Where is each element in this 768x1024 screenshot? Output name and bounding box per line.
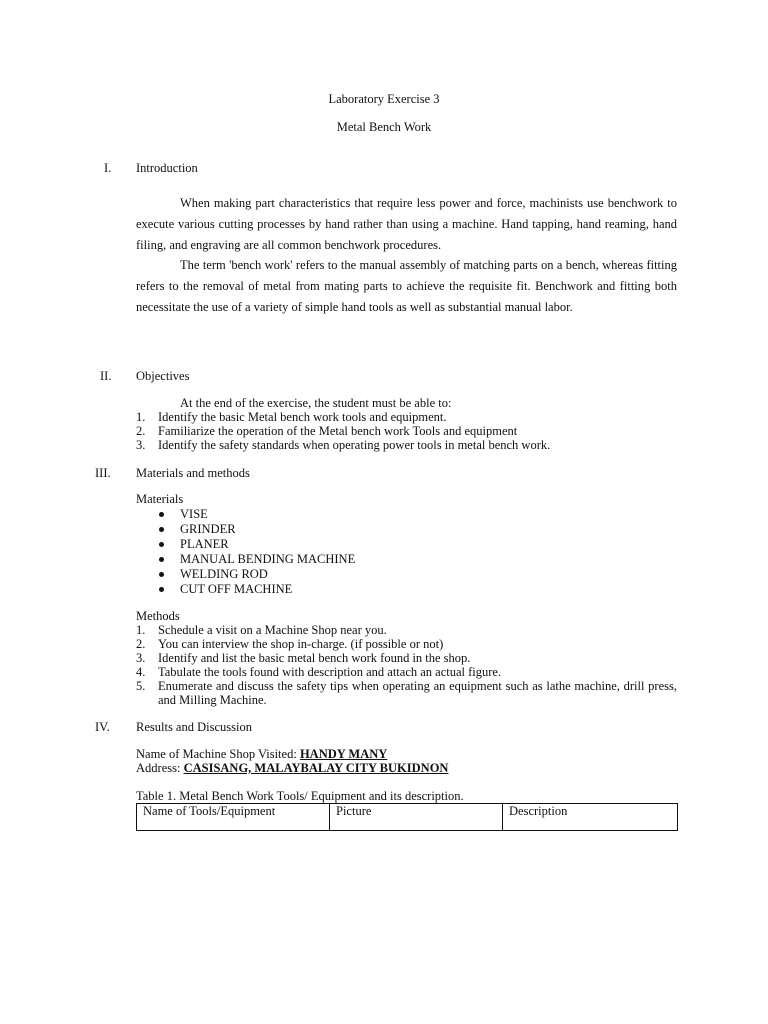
objectives-lead: At the end of the exercise, the student must be able to:: [180, 396, 452, 410]
list-item-text: Schedule a visit on a Machine Shop near you.: [158, 623, 387, 637]
section-numeral-introduction: I.: [104, 161, 112, 175]
address-label: Address:: [136, 761, 184, 775]
table-header-description: Description: [503, 804, 678, 831]
list-item-number: 2.: [136, 424, 146, 438]
list-item: [136, 410, 550, 424]
intro-paragraph-2-text: The term 'bench work' refers to the manual assembly of matching parts on a bench, whereas fitting refers to the removal of metal from mating parts to achieve the requisite fit. Benchwork and fitting both necessitate the use of a variety of simple hand tools as well as substantial manual labor.: [136, 258, 677, 314]
document-subtitle: Metal Bench Work: [336, 120, 432, 134]
list-item-text: Enumerate and discuss the safety tips when operating an equipment such as lathe machine, drill press, and Milling Machine.: [158, 679, 677, 707]
list-item: [136, 623, 677, 637]
list-item-number: 3.: [136, 438, 146, 452]
list-item: [136, 665, 677, 679]
list-item: PLANER: [158, 537, 355, 552]
section-numeral-materials: III.: [95, 466, 111, 480]
table-header-picture: Picture: [330, 804, 503, 831]
list-item: VISE: [158, 507, 355, 522]
list-item: WELDING ROD: [158, 567, 355, 582]
materials-list: [158, 507, 355, 597]
list-item-number: 2.: [136, 637, 146, 651]
tools-table: [136, 803, 678, 831]
table-header-name: Name of Tools/Equipment: [137, 804, 330, 831]
list-item-text: Identify the safety standards when operating power tools in metal bench work.: [158, 438, 551, 452]
address-line: [136, 761, 448, 776]
objectives-list: [136, 410, 550, 452]
list-item-text: Identify the basic Metal bench work tools and equipment.: [158, 410, 447, 424]
methods-label: Methods: [136, 609, 180, 623]
table-header-row: [137, 804, 678, 831]
list-item: [136, 424, 550, 438]
section-heading-introduction: Introduction: [136, 161, 198, 175]
methods-list: [136, 623, 677, 707]
list-item-number: 1.: [136, 410, 146, 424]
list-item: [136, 637, 677, 651]
section-heading-objectives: Objectives: [136, 369, 190, 383]
section-numeral-objectives: II.: [100, 369, 112, 383]
intro-paragraph-1: [136, 193, 677, 255]
list-item-number: 4.: [136, 665, 146, 679]
list-item: CUT OFF MACHINE: [158, 582, 355, 597]
materials-label: Materials: [136, 492, 184, 506]
list-item-text: Tabulate the tools found with description and attach an actual figure.: [158, 665, 502, 679]
shop-name-line: [136, 747, 387, 762]
list-item-number: 5.: [136, 679, 146, 693]
list-item: [136, 651, 677, 665]
list-item-text: Familiarize the operation of the Metal bench work Tools and equipment: [158, 424, 518, 438]
section-heading-results: Results and Discussion: [136, 720, 252, 734]
document-title: Laboratory Exercise 3: [328, 92, 440, 106]
list-item-number: 3.: [136, 651, 146, 665]
section-numeral-results: IV.: [95, 720, 110, 734]
shop-name-label: Name of Machine Shop Visited:: [136, 747, 300, 761]
list-item-number: 1.: [136, 623, 146, 637]
shop-name-value: HANDY MANY: [299, 747, 388, 761]
list-item: [136, 679, 677, 707]
intro-paragraph-2: [136, 255, 677, 317]
section-heading-materials: Materials and methods: [136, 466, 250, 480]
list-item: [136, 438, 550, 452]
intro-paragraph-1-text: When making part characteristics that require less power and force, machinists use benchwork to execute various cutting processes by hand rather than using a machine. Hand tapping, hand reaming, hand filing, and engraving are all common benchwork procedures.: [136, 196, 677, 252]
table-caption: Table 1. Metal Bench Work Tools/ Equipment and its description.: [136, 789, 464, 803]
address-value: CASISANG, MALAYBALAY CITY BUKIDNON: [183, 761, 449, 775]
list-item: GRINDER: [158, 522, 355, 537]
list-item-text: You can interview the shop in-charge. (if possible or not): [158, 637, 444, 651]
list-item: MANUAL BENDING MACHINE: [158, 552, 355, 567]
list-item-text: Identify and list the basic metal bench work found in the shop.: [158, 651, 471, 665]
